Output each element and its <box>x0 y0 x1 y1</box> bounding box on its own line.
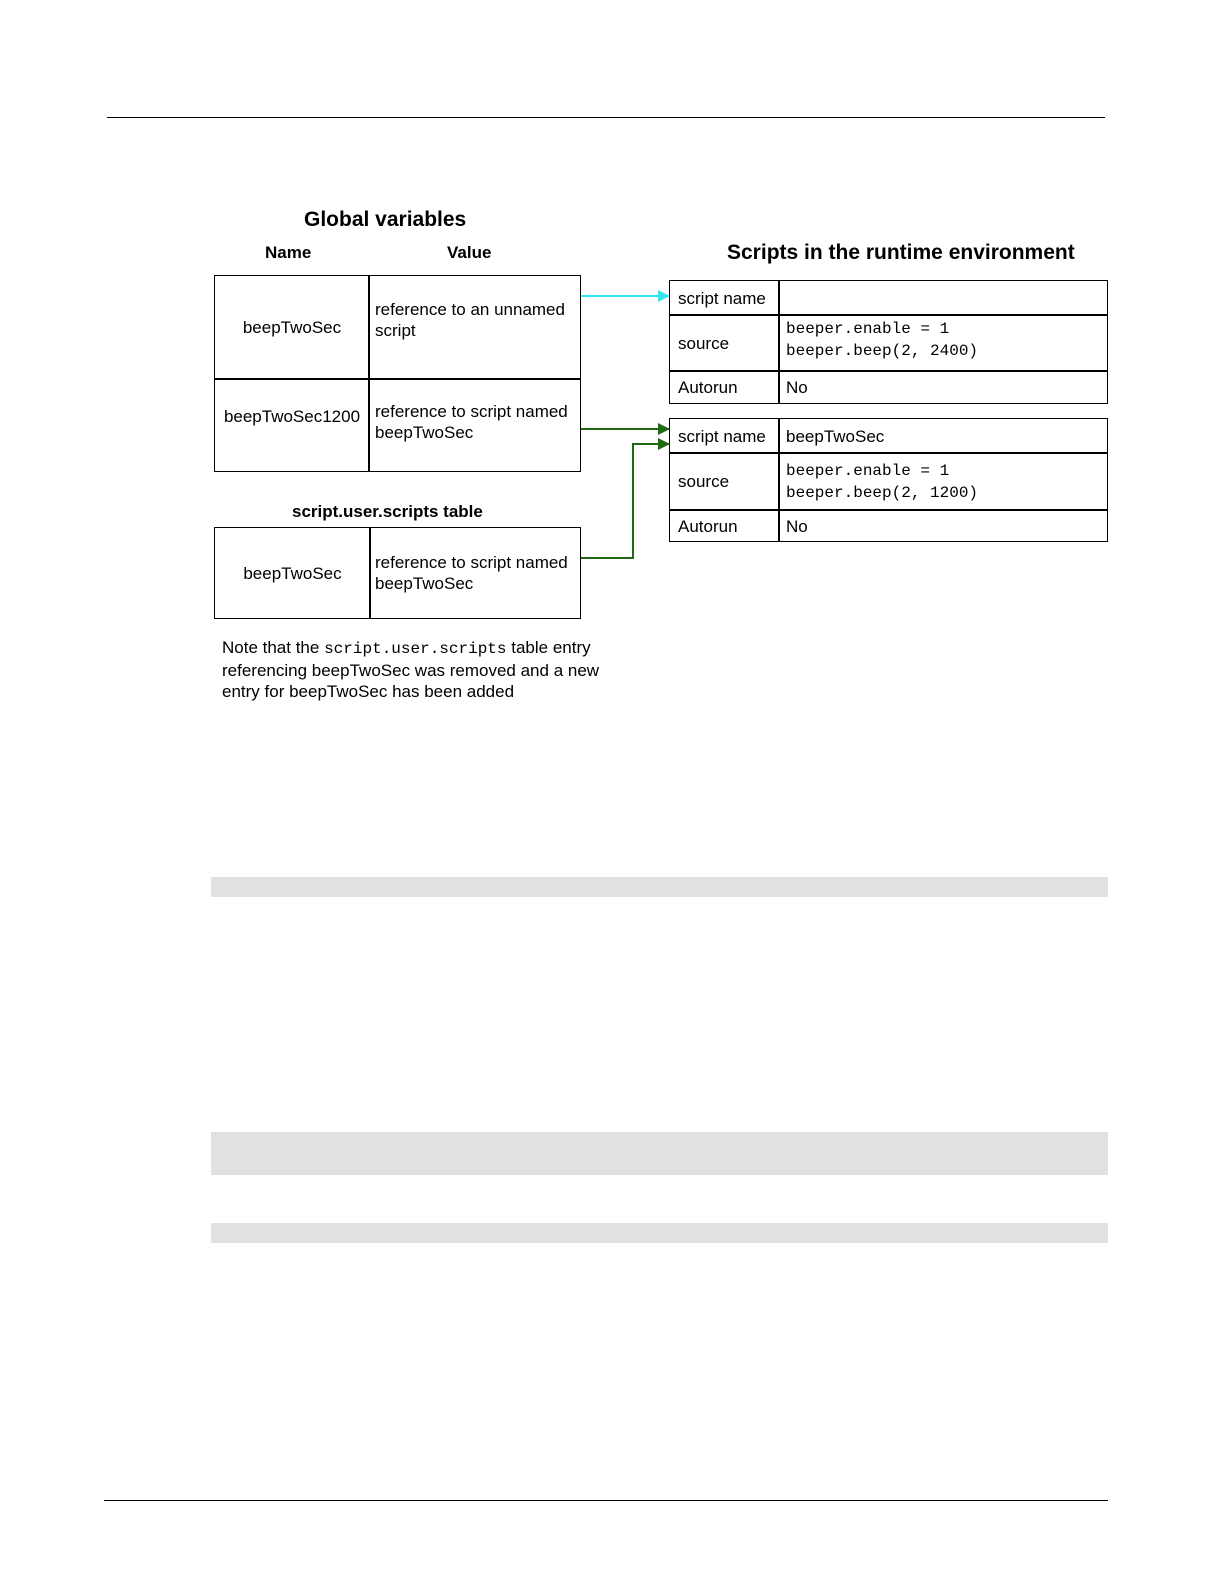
user-script-name: beepTwoSec <box>243 563 342 583</box>
global-var-name: beepTwoSec <box>242 318 342 337</box>
arrow-user-scripts-entry <box>581 444 669 558</box>
gray-band <box>211 877 1108 897</box>
script-name-label: script name <box>678 426 766 446</box>
autorun-label: Autorun <box>678 516 738 536</box>
column-header-value: Value <box>447 243 492 262</box>
source-line: beeper.enable = 1 <box>786 320 950 338</box>
source-line: beeper.beep(2, 1200) <box>786 484 979 502</box>
source-line: beeper.beep(2, 2400) <box>786 342 979 360</box>
gray-band <box>211 1132 1108 1175</box>
runtime-title: Scripts in the runtime environment <box>727 241 1075 264</box>
global-variables-title: Global variables <box>304 208 467 231</box>
source-label: source <box>678 333 730 353</box>
source-label: source <box>678 472 730 491</box>
autorun-label: Autorun <box>678 378 738 397</box>
note-code: script.user.scripts <box>324 640 507 658</box>
user-script-value: reference to script named beepTwoSec <box>375 553 568 593</box>
user-scripts-table-title: script.user.scripts table <box>292 502 483 521</box>
global-var-name: beepTwoSec1200 <box>223 406 361 426</box>
global-var-value: reference to an unnamed script <box>375 300 565 340</box>
source-line: beeper.enable = 1 <box>786 462 950 480</box>
gray-band <box>211 1223 1108 1243</box>
column-header-name: Name <box>265 243 312 262</box>
global-var-value: reference to script named beepTwoSec <box>375 402 568 442</box>
note-suffix: table entry referencing beepTwoSec was removed and a new entry for beepTwoSec has been added <box>222 638 600 701</box>
script-name-value: beepTwoSec <box>786 426 885 446</box>
autorun-value: No <box>786 516 808 536</box>
autorun-value: No <box>786 378 808 397</box>
script-name-label: script name <box>678 288 766 308</box>
note-prefix: Note that the <box>222 638 325 657</box>
